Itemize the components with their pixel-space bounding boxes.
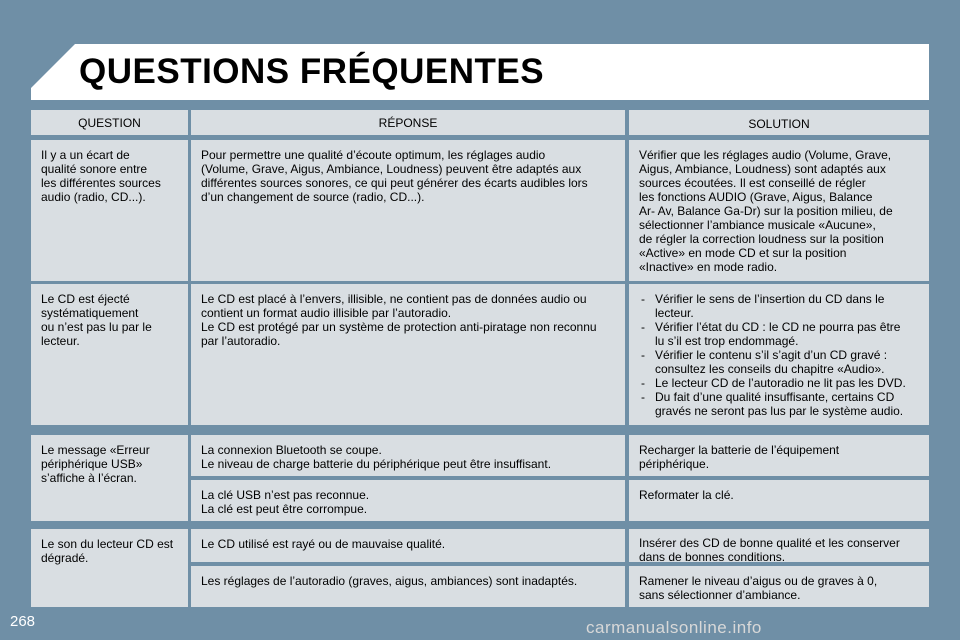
answer-cell bbox=[191, 435, 625, 476]
question-cell bbox=[31, 435, 188, 521]
answer-cell bbox=[191, 140, 625, 281]
answer-text: Le CD utilisé est rayé ou de mauvaise qualité. bbox=[201, 537, 446, 551]
page-number: 268 bbox=[10, 613, 36, 630]
list-item: - Le lecteur CD de l’autoradio ne lit pas les DVD. bbox=[639, 376, 919, 390]
list-item: - Vérifier le contenu s’il s’agit d’un CD gravé : consultez les conseils du chapitre «Audio». bbox=[639, 348, 919, 376]
answer-text: Pour permettre une qualité d’écoute optimum, les réglages audio (Volume, Grave, Aigus, Ambiance, Loudness) peuvent être adaptés aux différentes sources sonores, ce qui peut générer des écarts audibles lors d’un changement de source (radio, CD...). bbox=[201, 148, 588, 204]
question-text: Le CD est éjecté systématiquement ou n’est pas lu par le lecteur. bbox=[41, 292, 152, 348]
solution-cell bbox=[629, 284, 929, 425]
page-title: QUESTIONS FRÉQUENTES bbox=[79, 52, 545, 91]
question-text: Le son du lecteur CD est dégradé. bbox=[41, 537, 174, 565]
answer-text: Les réglages de l’autoradio (graves, aigus, ambiances) sont inadaptés. bbox=[201, 574, 578, 588]
question-text: Le message «Erreur périphérique USB» s’affiche à l’écran. bbox=[41, 443, 150, 485]
question-cell bbox=[31, 284, 188, 425]
header-answer: RÉPONSE bbox=[191, 110, 625, 135]
answer-text: Le CD est placé à l’envers, illisible, ne contient pas de données audio ou contient un format audio illisible par l’autoradio. Le CD est protégé par un système de protection anti-piratage non reconnu par l’autoradio. bbox=[201, 292, 597, 348]
header-solution: SOLUTION bbox=[629, 110, 929, 135]
solution-cell bbox=[629, 435, 929, 476]
watermark: carmanualsonline.info bbox=[586, 618, 762, 637]
question-text: Il y a un écart de qualité sonore entre les différentes sources audio (radio, CD...). bbox=[41, 148, 161, 204]
answer-cell bbox=[191, 480, 625, 521]
solution-text: Recharger la batterie de l’équipement périphérique. bbox=[639, 443, 840, 471]
solution-cell bbox=[629, 566, 929, 607]
solution-text: Ramener le niveau d’aigus ou de graves à 0, sans sélectionner d’ambiance. bbox=[639, 574, 878, 602]
solution-cell bbox=[629, 140, 929, 281]
list-item: - Vérifier l’état du CD : le CD ne pourra pas être lu s’il est trop endommagé. bbox=[639, 320, 919, 348]
solution-cell bbox=[629, 529, 929, 562]
solution-text: Reformater la clé. bbox=[639, 488, 734, 502]
answer-text: La clé USB n’est pas reconnue. La clé est peut être corrompue. bbox=[201, 488, 370, 516]
solution-text: Insérer des CD de bonne qualité et les conserver dans de bonnes conditions. bbox=[639, 536, 900, 564]
solution-cell bbox=[629, 480, 929, 521]
solution-text: Vérifier que les réglages audio (Volume, Grave, Aigus, Ambiance, Loudness) sont adaptés aux sources écoutées. Il est conseillé de régler les fonctions AUDIO (Grave, Aigus, Balance Ar- Av, Balance Ga-Dr) sur la position milieu, de sélectionner l’ambiance musicale «Aucune», de régler la correction loudness sur la position «Active» en mode CD et sur la position «Inactive» en mode radio. bbox=[639, 148, 893, 274]
list-item: - Vérifier le sens de l’insertion du CD dans le lecteur. bbox=[639, 292, 919, 320]
header-question: QUESTION bbox=[31, 110, 188, 135]
answer-cell bbox=[191, 284, 625, 425]
list-item: - Du fait d’une qualité insuffisante, certains CD gravés ne seront pas lus par le système audio. bbox=[639, 390, 919, 418]
question-cell bbox=[31, 529, 188, 607]
answer-text: La connexion Bluetooth se coupe. Le niveau de charge batterie du périphérique peut être insuffisant. bbox=[201, 443, 552, 471]
question-cell bbox=[31, 140, 188, 281]
solution-list bbox=[639, 292, 919, 418]
answer-cell bbox=[191, 529, 625, 562]
answer-cell bbox=[191, 566, 625, 607]
